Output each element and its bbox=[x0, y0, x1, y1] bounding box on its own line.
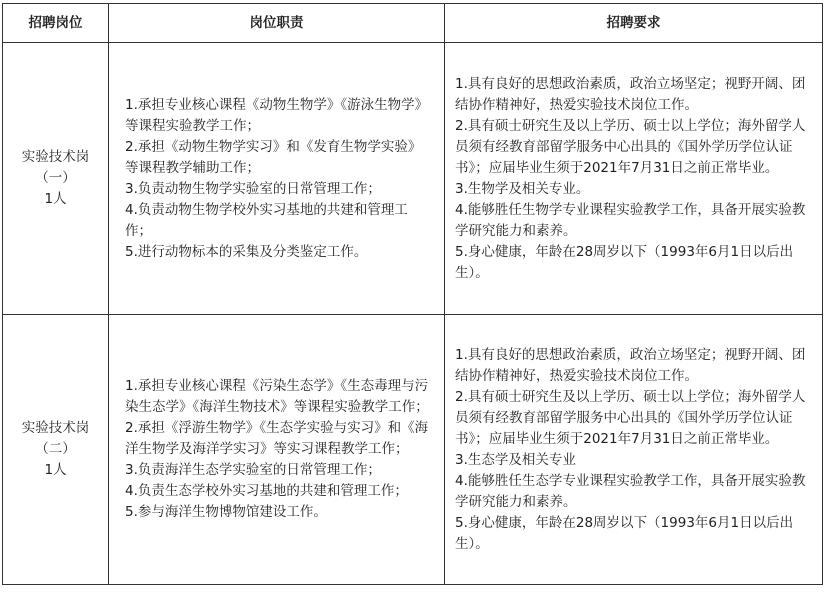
requirement-item: 1.具有良好的思想政治素质，政治立场坚定；视野开阔、团结协作精神好，热爱实验技术岗位工作。 bbox=[455, 75, 806, 113]
position-headcount: 1人 bbox=[44, 462, 67, 478]
duty-item: 1.承担专业核心课程《污染生态学》《生态毒理与污染生态学》《海洋生物技术》等课程实验教学工作； bbox=[125, 378, 429, 415]
duty-item: 3.负责动物生物学实验室的日常管理工作； bbox=[125, 180, 381, 197]
requirement-item: 2.具有硕士研究生及以上学历、硕士以上学位；海外留学人员须有经教育部留学服务中心出具的《国外学历学位认证书》；应届毕业生须于2021年7月31日之前正常毕业。 bbox=[455, 117, 806, 176]
position-title: 实验技术岗 bbox=[21, 149, 90, 165]
duty-item: 5.参与海洋生物博物馆建设工作。 bbox=[125, 504, 327, 520]
table-body bbox=[3, 43, 823, 585]
position-number: （二） bbox=[35, 441, 76, 457]
duty-item: 3.负责海洋生态学实验室的日常管理工作； bbox=[125, 462, 381, 478]
header-row bbox=[3, 4, 823, 43]
position-title: 实验技术岗 bbox=[21, 420, 90, 436]
requirement-item: 3.生物学及相关专业。 bbox=[455, 180, 590, 197]
position-cell bbox=[3, 43, 109, 315]
requirement-item: 4.能够胜任生态学专业课程实验教学工作，具备开展实验教学研究能力和素养。 bbox=[455, 472, 806, 510]
duties-cell bbox=[109, 315, 445, 585]
duty-item: 2.承担《浮游生物学》《生态学实验与实习》和《海洋生物学及海洋学实习》等实习课程教学工作； bbox=[125, 420, 429, 457]
table-row bbox=[3, 43, 823, 315]
position-cell bbox=[3, 315, 109, 585]
position-headcount: 1人 bbox=[44, 191, 67, 207]
duty-item: 4.负责生态学校外实习基地的共建和管理工作； bbox=[125, 483, 408, 499]
duties-cell bbox=[109, 43, 445, 315]
requirements-cell bbox=[445, 315, 823, 585]
duty-item: 4.负责动物生物学校外实习基地的共建和管理工作； bbox=[125, 201, 408, 239]
table-row bbox=[3, 315, 823, 585]
table-header bbox=[3, 4, 823, 43]
requirement-item: 5.身心健康，年龄在28周岁以下（1993年6月1日以后出生）。 bbox=[455, 514, 794, 552]
requirement-item: 4.能够胜任生物学专业课程实验教学工作，具备开展实验教学研究能力和素养。 bbox=[455, 201, 806, 239]
requirement-item: 1.具有良好的思想政治素质，政治立场坚定；视野开阔、团结协作精神好，热爱实验技术岗位工作。 bbox=[455, 346, 806, 384]
header-duties: 岗位职责 bbox=[109, 4, 445, 43]
duty-item: 5.进行动物标本的采集及分类鉴定工作。 bbox=[125, 243, 368, 260]
requirement-item: 5.身心健康，年龄在28周岁以下（1993年6月1日以后出生）。 bbox=[455, 243, 794, 281]
recruitment-table bbox=[2, 3, 823, 585]
header-requirements: 招聘要求 bbox=[445, 4, 823, 43]
requirement-item: 2.具有硕士研究生及以上学历、硕士以上学位；海外留学人员须有经教育部留学服务中心出具的《国外学历学位认证书》；应届毕业生须于2021年7月31日之前正常毕业。 bbox=[455, 388, 806, 447]
duty-item: 1.承担专业核心课程《动物生物学》《游泳生物学》等课程实验教学工作； bbox=[125, 96, 429, 134]
requirement-item: 3.生态学及相关专业 bbox=[455, 451, 576, 468]
position-number: （一） bbox=[35, 170, 76, 186]
header-position: 招聘岗位 bbox=[3, 4, 109, 43]
duty-item: 2.承担《动物生物学实习》和《发育生物学实验》等课程教学辅助工作； bbox=[125, 138, 422, 176]
requirements-cell bbox=[445, 43, 823, 315]
